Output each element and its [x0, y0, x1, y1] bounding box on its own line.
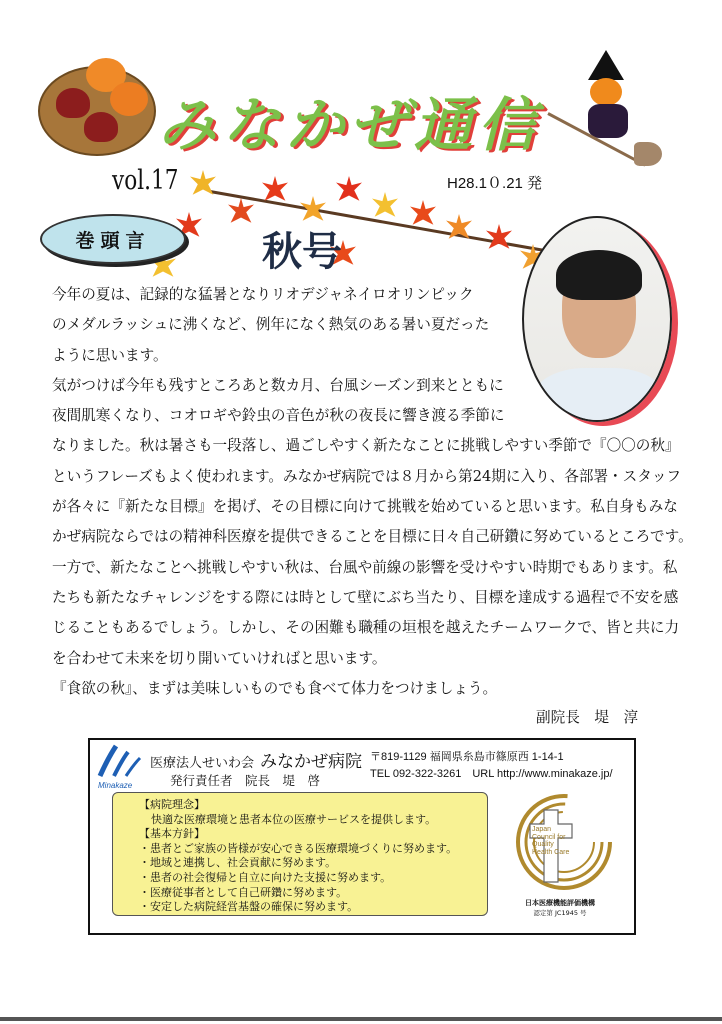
minakaze-logo: [94, 744, 146, 792]
philosophy-heading: 【病院理念】: [139, 798, 205, 811]
issue-name: 秋号: [262, 229, 342, 275]
pumpkin-witch-illustration: [548, 50, 666, 170]
policy-item: ・医療従事者として自己研鑽に努めます。: [139, 885, 348, 899]
article-line: 夜間肌寒くなり、コオロギや鈴虫の音色が秋の夜長に響き渡る季節に: [52, 407, 505, 425]
article-line: 今年の夏は、記録的な猛暑となりリオデジャネイロオリンピック: [52, 286, 474, 303]
article-line: 気がつけば今年も残すところあと数カ月、台風シーズン到来とともに: [52, 376, 504, 394]
policy-item: ・地域と連携し、社会貢献に努めます。: [139, 856, 337, 870]
wave-mark-icon: [94, 744, 146, 780]
article-line: のメダルラッシュに沸くなど、例年になく熱気のある暑い夏だった: [52, 316, 490, 334]
article-line: というフレーズもよく使われます。みなかぜ病院では８月から第24期に入り、各部署・スタッフ: [52, 467, 682, 485]
accreditation-number: 認定第 JC1945 号: [533, 909, 587, 917]
article-line: なりました。秋は暑さも一段落し、過ごしやすく新たなことに挑戦しやすい季節で『〇〇の秋』: [52, 437, 680, 455]
newsletter-title: みなかぜ通信: [158, 91, 543, 159]
article-line: ように思います。: [52, 346, 168, 364]
article-body: [52, 280, 692, 704]
chestnut-persimmon-illustration: [38, 66, 156, 156]
scroll-banner: [112, 792, 488, 916]
philosophy-text: 快適な医療環境と患者本位の医療サービスを提供します。: [151, 812, 437, 826]
policy-item: ・安定した病院経営基盤の確保に努めます。: [139, 900, 359, 914]
hospital-name: みなかぜ病院: [260, 752, 363, 772]
volume-number: vol.17: [112, 165, 179, 196]
article-line: たちも新たなチャレンジをする際には時として壁にぶち当たり、目標を達成する過程で不安を感: [52, 588, 679, 606]
article-line: 一方で、新たなことへ挑戦しやすい秋は、台風や前線の影響を受けやすい時期でもあります。私: [52, 558, 678, 576]
issue-date: H28.1０.21 発: [447, 175, 543, 192]
article-line: 『食欲の秋』、まずは美味しいものでも食べて体力をつけましょう。: [52, 679, 498, 697]
policy-item: ・患者の社会復帰と自立に向けた支援に努めます。: [139, 870, 392, 884]
hospital-info-box: [88, 738, 636, 935]
accreditation-logo: Japan Council for Quality Health Care: [504, 790, 616, 925]
signature: 副院長 堤 淳: [536, 709, 639, 726]
article-line: が各々に『新たな目標』を掲げ、その目標に向けて挑戦を始めていると思います。私自身もみな: [52, 498, 678, 516]
phone-url: TEL 092-322-3261 URL http://www.minakaze.jp/: [370, 768, 613, 780]
publisher: 発行責任者 院長 堤 啓: [170, 773, 321, 788]
article-line: じることもあるでしょう。しかし、その困難も職種の垣根を越えたチームワークで、皆と共に力: [52, 619, 680, 637]
corporation-name: 医療法人せいわ会: [150, 756, 255, 771]
article-line: を合わせて未来を切り開いていければと思います。: [52, 649, 387, 667]
article-line: かぜ病院ならではの精神科医療を提供できることを目標に日々自己研鑽に努めているところです。: [52, 528, 693, 546]
accreditation-org: 日本医療機能評価機構: [525, 899, 595, 907]
page-bottom-rule: [0, 1017, 722, 1021]
organization-name: [150, 747, 362, 772]
policy-item: ・患者とご家族の皆様が安心できる医療環境づくりに努めます。: [139, 841, 458, 855]
logo-text: Minakaze: [98, 781, 133, 790]
section-badge: 巻頭言: [40, 214, 186, 264]
address: 〒819-1129 福岡県糸島市篠原西 1-14-1: [370, 751, 564, 763]
contact-info: [370, 749, 613, 783]
policy-heading: 【基本方針】: [139, 827, 205, 841]
